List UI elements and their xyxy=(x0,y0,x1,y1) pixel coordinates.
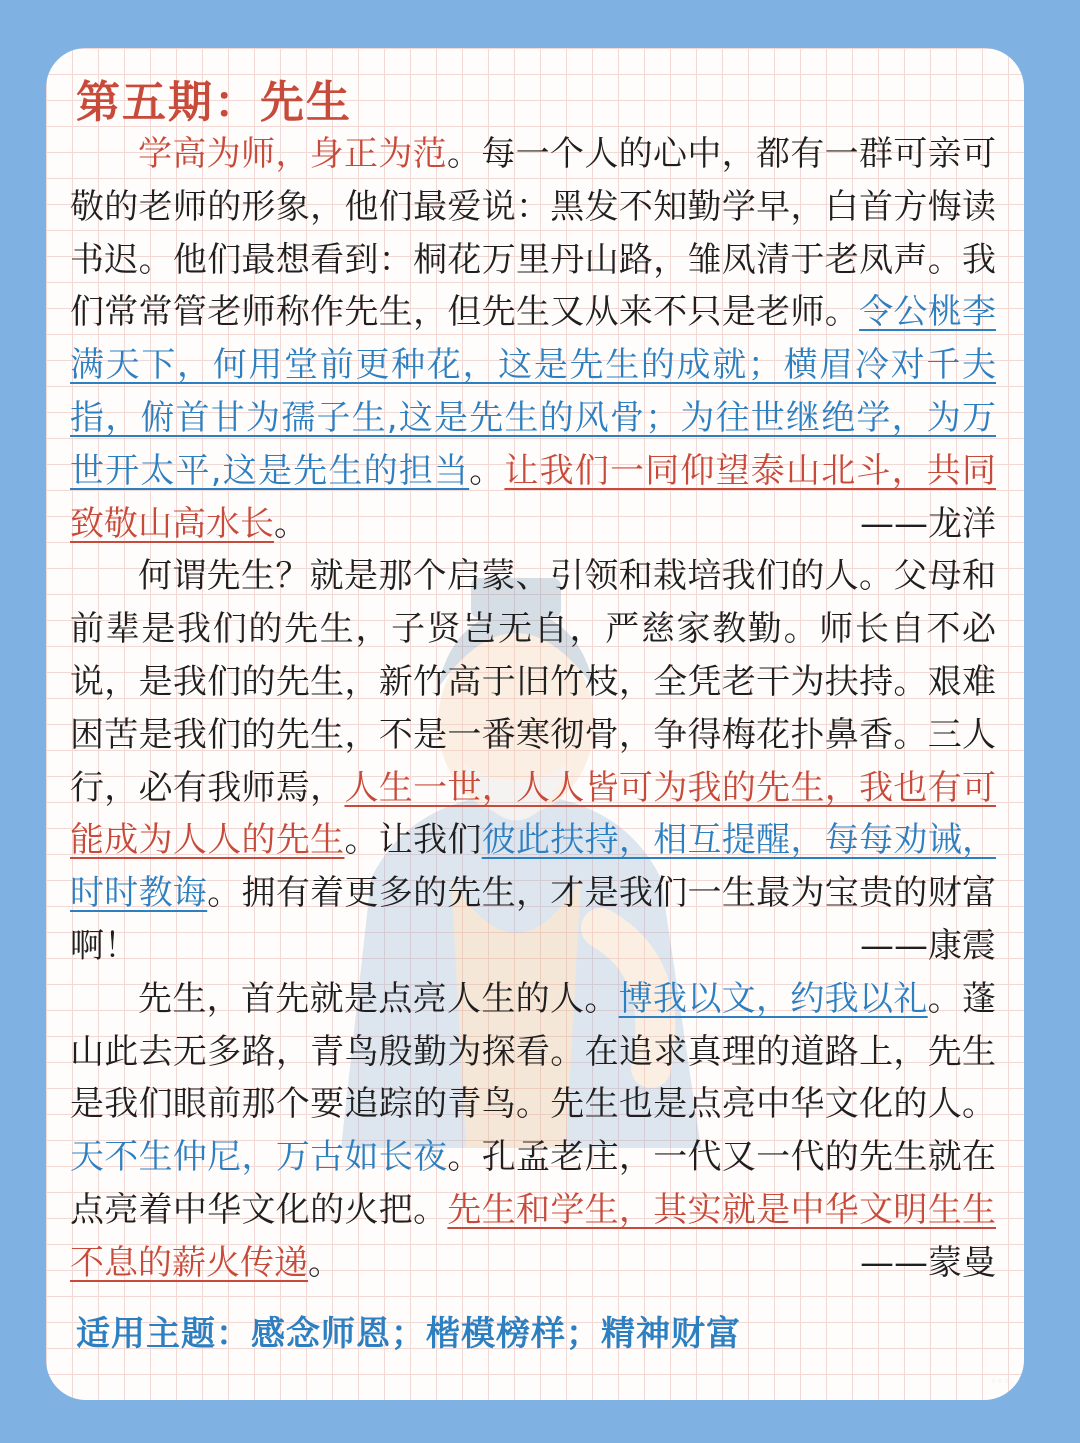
paragraph xyxy=(70,550,996,972)
text-segment: 。让我们 xyxy=(344,820,482,861)
text-segment: 。蓬山此去无多路，青鸟殷勤为探看。在追求真理的道路上，先生是我们眼前那个要追踪的青鸟。先生也是点亮中华文化的人。 xyxy=(70,978,997,1125)
highlighted-quote: 学高为师，身正为范 xyxy=(138,134,447,174)
applicable-topics: 适用主题：感念师恩；楷模榜样；精神财富 xyxy=(76,1314,741,1354)
article-card xyxy=(46,48,1024,1400)
author-signature: ——龙洋 xyxy=(860,503,996,544)
text-segment: 。孔孟老庄，一代又一代的先生就在点亮着中华文化的火把。 xyxy=(70,1137,997,1230)
highlighted-quote: 人生一世，人人皆可为我的先生，我也有可能成为人人的先生 xyxy=(70,767,997,861)
highlighted-quote: 先生和学生，其实就是中华文明生生不息的薪火传递 xyxy=(70,1189,997,1283)
highlighted-quote: 博我以文，约我以礼 xyxy=(618,978,928,1019)
author-signature: ——蒙曼 xyxy=(860,1242,996,1283)
author-signature: ——康震 xyxy=(860,925,996,966)
text-segment: 先生，首先就是点亮人生的人。 xyxy=(138,978,619,1019)
paragraph xyxy=(70,128,996,550)
text-segment: 何谓先生？就是那个启蒙、引领和栽培我们的人。父母和前辈是我们的先生，子贤岂无自，严慈家教勤。师长自不必说，是我们的先生，新竹高于旧竹枝，全凭老干为扶持。艰难困苦是我们的先生，不是一番寒彻骨，争得梅花扑鼻香。三人行，必有我师焉， xyxy=(70,556,996,808)
highlighted-quote: 让我们一同仰望泰山北斗，共同致敬山高水长 xyxy=(70,450,996,544)
text-segment: 。每一个人的心中，都有一群可亲可敬的老师的形象，他们最爱说：黑发不知勤学早，白首方悔读书迟。他们最想看到：桐花万里丹山路，雏凤清于老凤声。我们常常管老师称作先生，但先生又从来不只是老师。 xyxy=(70,134,996,333)
text-segment: 。 xyxy=(274,503,308,544)
highlighted-quote: 天不生仲尼，万古如长夜 xyxy=(70,1137,448,1178)
highlighted-quote: 彼此扶持，相互提醒，每每劝诫，时时教诲 xyxy=(70,820,997,914)
watermark-icon: ◦◦◦ xyxy=(990,1375,1010,1388)
text-segment: 。 xyxy=(308,1242,342,1283)
article-body xyxy=(70,128,996,1290)
text-segment: 。 xyxy=(469,450,505,491)
paragraph xyxy=(70,973,996,1290)
text-segment: 。拥有着更多的先生，才是我们一生最为宝贵的财富啊！ xyxy=(70,873,997,966)
page-title: 第五期：先生 xyxy=(76,77,352,128)
highlighted-quote: 令公桃李满天下，何用堂前更种花，这是先生的成就；横眉冷对千夫指，俯首甘为孺子生,这是先生的风骨；为往世继绝学，为万世开太平,这是先生的担当 xyxy=(70,292,997,491)
